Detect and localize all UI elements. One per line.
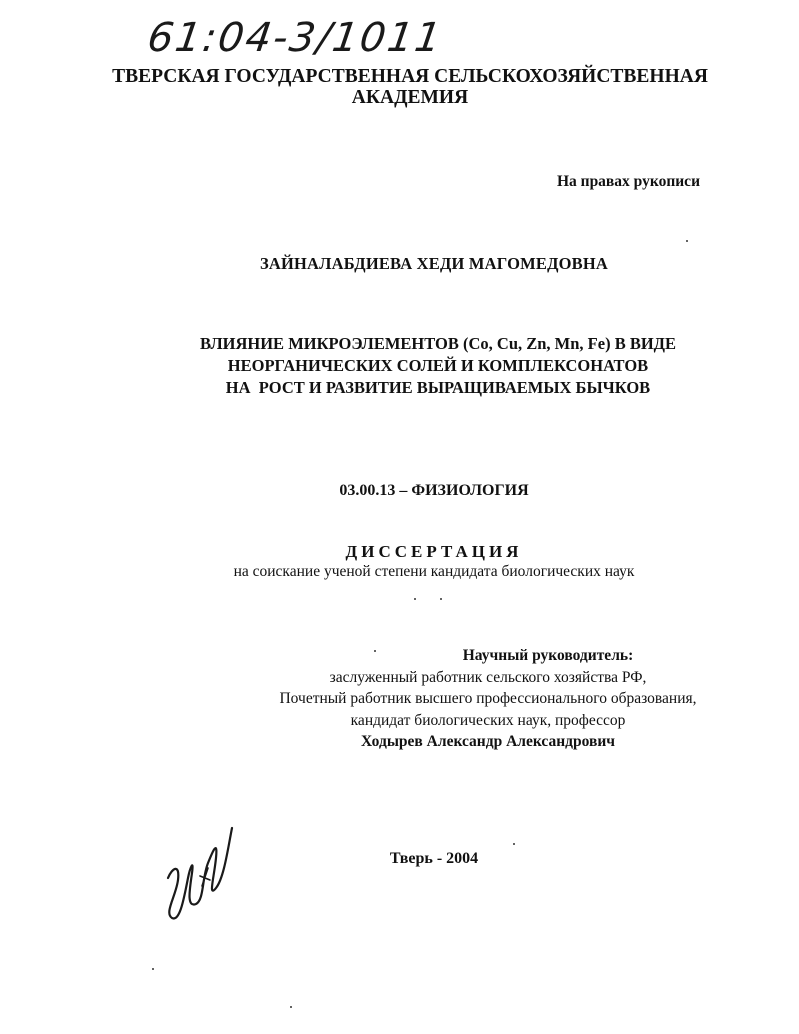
signature-mark <box>150 818 250 928</box>
rights-note: На правах рукописи <box>556 173 700 190</box>
scan-speck <box>440 598 442 600</box>
author-name: ЗАЙНАЛАБДИЕВА ХЕДИ МАГОМЕДОВНА <box>259 254 609 273</box>
supervisor-heading: Научный руководитель: <box>462 647 634 664</box>
scan-speck <box>513 843 515 845</box>
degree-line: на соискание ученой степени кандидата биологических наук <box>233 563 635 580</box>
title-line-1: ВЛИЯНИЕ МИКРОЭЛЕМЕНТОВ (Co, Cu, Zn, Mn, Fe) В ВИДЕ <box>199 334 677 353</box>
institution-line-2: АКАДЕМИЯ <box>351 87 469 108</box>
specialty-code: 03.00.13 – ФИЗИОЛОГИЯ <box>339 482 529 499</box>
scan-speck <box>686 240 688 242</box>
institution-line-1: ТВЕРСКАЯ ГОСУДАРСТВЕННАЯ СЕЛЬСКОХОЗЯЙСТВЕННАЯ <box>112 66 708 87</box>
scan-speck <box>152 968 154 970</box>
title-line-2: НЕОРГАНИЧЕСКИХ СОЛЕЙ И КОМПЛЕКСОНАТОВ <box>227 356 649 375</box>
dissertation-title <box>0 333 799 399</box>
supervisor-name: Ходырев Александр Александрович <box>360 733 616 750</box>
scan-speck <box>374 650 376 652</box>
scan-speck <box>414 598 416 600</box>
document-type: ДИССЕРТАЦИЯ <box>345 542 523 561</box>
city-year: Тверь - 2004 <box>389 850 479 867</box>
supervisor-title-2: Почетный работник высшего профессионального образования, <box>279 690 697 707</box>
title-line-3: НА РОСТ И РАЗВИТИЕ ВЫРАЩИВАЕМЫХ БЫЧКОВ <box>225 378 651 397</box>
supervisor-block <box>218 645 758 753</box>
institution-name <box>60 66 760 108</box>
supervisor-title-3: кандидат биологических наук, профессор <box>350 711 626 729</box>
handwritten-catalog-number: 61:04-3/1011 <box>144 15 446 61</box>
supervisor-title-1: заслуженный работник сельского хозяйства РФ, <box>329 668 647 686</box>
scan-speck <box>290 1006 292 1008</box>
